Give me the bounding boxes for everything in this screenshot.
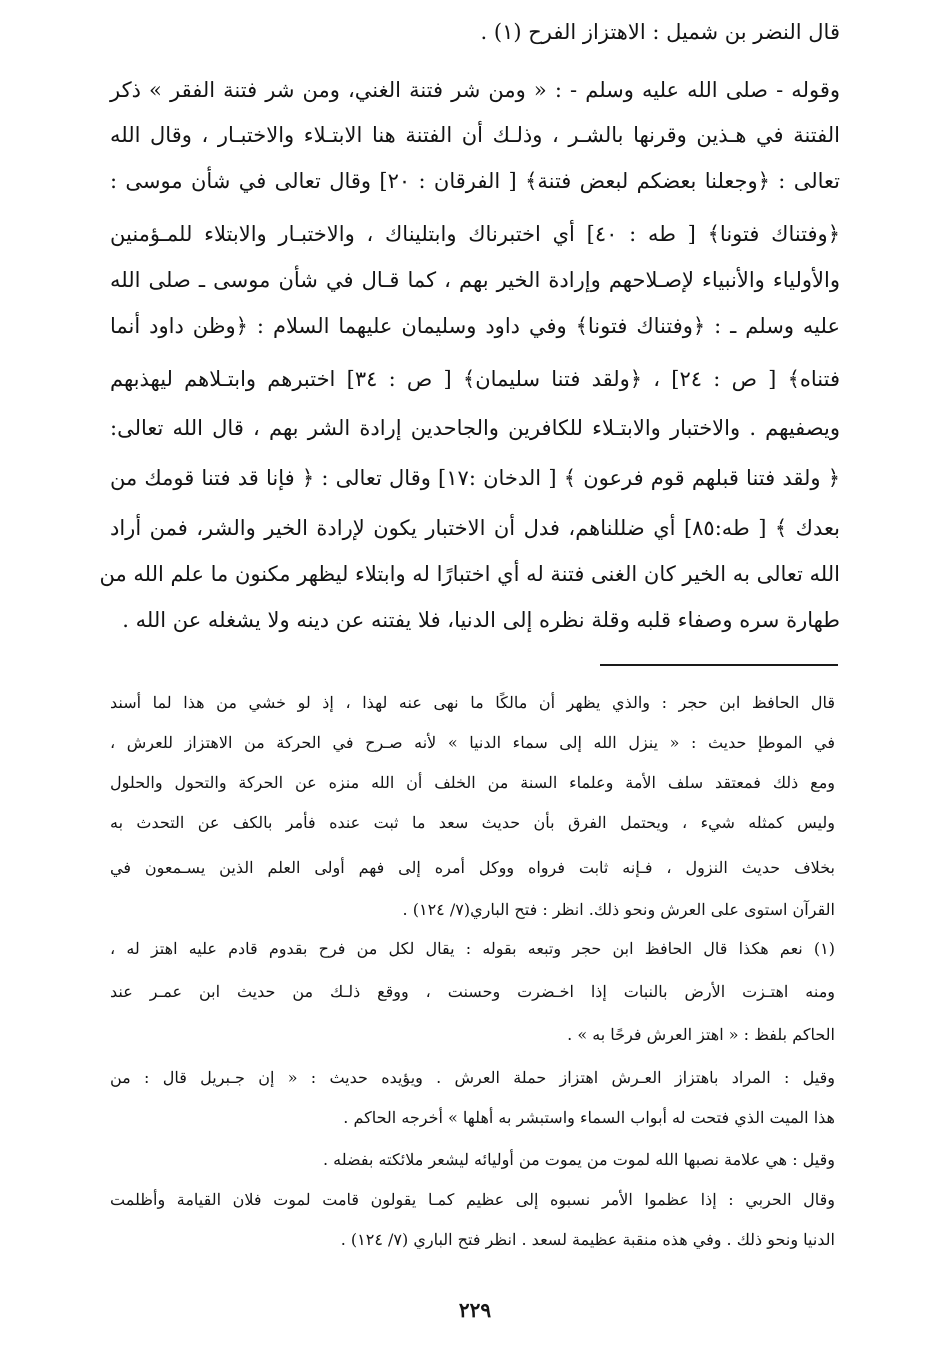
footnote-line: (١) نعم هكذا قال الحافظ ابن حجر وتبعه بقوله : يقال لكل من فرح بقدوم قادم عليه اهتز له ، bbox=[110, 939, 835, 958]
page-number: ٢٢٩ bbox=[458, 1298, 492, 1322]
main-text-line: وقوله - صلى الله عليه وسلم - : « ومن شر فتنة الغني، ومن شر فتنة الفقر » ذكر bbox=[110, 78, 840, 102]
footnote-line: في الموطإ حديث : « ينزل الله إلى سماء الدنيا » لأنه صـرح في الحركة من الاهتزاز للعرش ، bbox=[110, 733, 835, 752]
main-text-line: قال النضر بن شميل : الاهتزاز الفرح (١) . bbox=[480, 20, 840, 44]
main-text-line: طهارة سره وصفاء قلبه وقلة نظره إلى الدنيا، فلا يفتنه عن دينه ولا يشغله عن الله . bbox=[122, 608, 840, 632]
footnote-line: وليس كمثله شيء ، ويحتمل الفرق بأن حديث سعد ما ثبت عنده فأمر بالكف عن التحدث به bbox=[110, 813, 835, 832]
main-text-line: بعدك ﴾ [ طه:٨٥] أي ضللناهم، فدل أن الاختبار يكون لإرادة الخير والشر، فمن أراد bbox=[110, 516, 840, 540]
main-text-line: فتناه﴾ [ ص : ٢٤] ، ﴿ولقد فتنا سليمان﴾ [ ص : ٣٤] اختبرهم وابتـلاهم ليهذبهم bbox=[110, 367, 841, 391]
main-text-line: الله تعالى به الخير كان الغنى فتنة له أي اختبارًا له وابتلاء ليظهر مكنون ما علم الله من bbox=[99, 562, 840, 586]
footnote-line: قال الحافظ ابن حجر : والذي يظهر أن مالكًا ما نهى عنه لهذا ، إذ لو خشي من هذا لما أسند bbox=[110, 693, 835, 712]
footnote-line: القرآن استوى على العرش ونحو ذلك. انظر : فتح الباري(٧/ ١٢٤) . bbox=[402, 900, 835, 919]
footnote-line: وقيل : المراد باهتزاز العـرش اهتزاز حملة العرش . ويؤيده حديث : « إن جـبريل قال : من bbox=[110, 1068, 835, 1087]
main-text-line: ويصفيهم . والاختبار والابتـلاء للكافرين والجاحدين إرادة الشر بهم ، قال الله تعالى: bbox=[110, 416, 840, 440]
main-text-line: تعالى : ﴿وجعلنا بعضكم لبعض فتنة﴾ [ الفرقان : ٢٠] وقال تعالى في شأن موسى : bbox=[110, 169, 840, 193]
footnote-line: ومنه اهتـزت الأرض بالنبات إذا اخـضرت وحسنت ، ووقع ذلـك من حديث ابن عمـر عند bbox=[110, 982, 835, 1001]
footnote-line: هذا الميت الذي فتحت له أبواب السماء واستبشر به أهلها » أخرجه الحاكم . bbox=[343, 1108, 835, 1127]
main-text-line: عليه وسلم ـ : ﴿وفتناك فتونا﴾ وفي داود وسليمان عليهما السلام : ﴿وظن داود أنما bbox=[110, 314, 840, 338]
footnote-line: وقال الحربي : إذا عظموا الأمر نسبوه إلى عظيم كمـا يقولون قامت لموت فلان القيامة وأظلمت bbox=[110, 1190, 835, 1209]
main-text-line: ﴿وفتناك فتونا﴾ [ طه : ٤٠] أي اختبرناك وابتليناك ، والاختبـار والابتلاء للمـؤمنين bbox=[110, 222, 840, 246]
footnote-line: وقيل : هي علامة نصبها الله لموت من يموت من أوليائه ليشعر ملائكته بفضله . bbox=[322, 1150, 835, 1169]
main-text-line: والأولياء والأنبياء لإصـلاحهم وإرادة الخير بهم ، كما قـال في شأن موسى ـ صلى الله bbox=[110, 268, 840, 292]
footnote-line: بخلاف حديث النزول ، فـإنه ثابت فرواه ووكل أمره إلى فهم أولى العلم الذين يسـمعون في bbox=[110, 858, 835, 877]
footnote-line: ومع ذلك فمعتقد سلف الأمة وعلماء السنة من الخلف أن الله منزه عن الحركة والتحول والحلول bbox=[110, 773, 835, 792]
footnote-line: الدنيا ونحو ذلك . وفي هذه منقبة عظيمة لسعد . انظر فتح الباري (٧/ ١٢٤) . bbox=[340, 1230, 835, 1249]
main-text-line: ﴿ ولقد فتنا قبلهم قوم فرعون ﴾ [ الدخان :١٧] وقال تعالى : ﴿ فإنا قد فتنا قومك من bbox=[110, 466, 841, 490]
footnote-divider bbox=[600, 664, 838, 666]
main-text-line: الفتنة في هـذين وقرنها بالشـر ، وذلـك أن الفتنة هنا الابتـلاء والاختبـار ، وقال الله bbox=[110, 123, 840, 147]
footnote-line: الحاكم بلفظ : « اهتز العرش فرحًا به » . bbox=[567, 1025, 835, 1044]
